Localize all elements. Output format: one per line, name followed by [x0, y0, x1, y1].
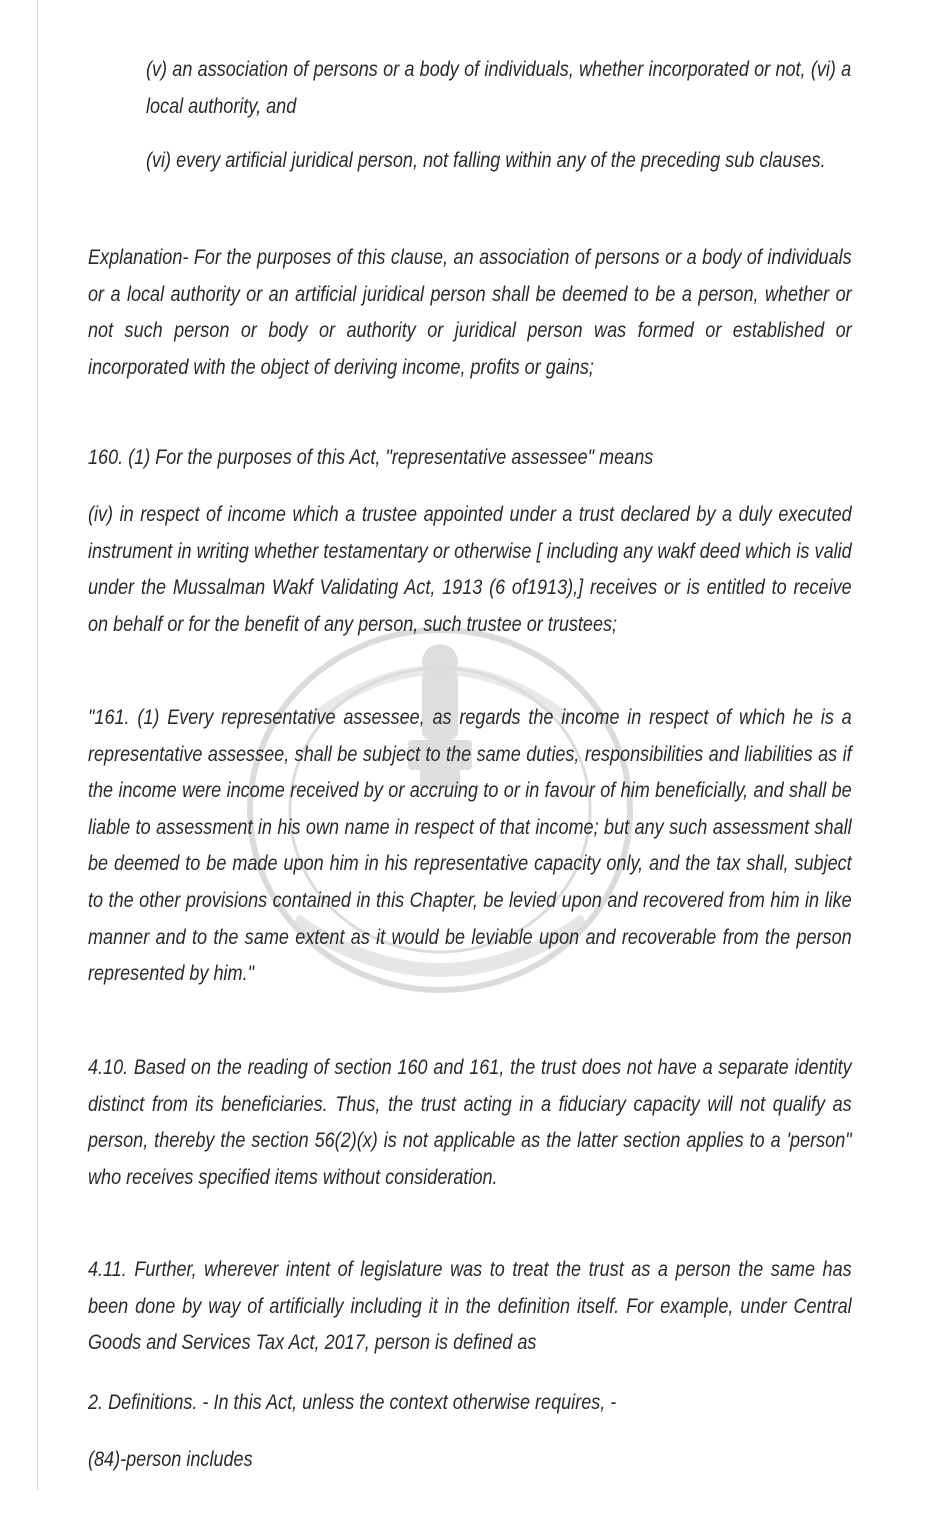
paragraph-4-11: 4.11. Further, wherever intent of legislature was to treat the trust as a person the same has been done by way of artificially including it in the definition itself. For example, under Central Goods and Services Tax Act, 2017, person is defined as — [88, 1258, 852, 1355]
clause-v-association: (v) an association of persons or a body of individuals, whether incorporated or not, (vi) a local authority, and — [146, 58, 852, 118]
person-includes-clause: (84)-person includes — [88, 1448, 253, 1471]
page-edge-line — [37, 0, 38, 1490]
clause-vi-artificial-person: (vi) every artificial juridical person, not falling within any of the preceding sub clauses. — [146, 149, 826, 172]
paragraph-4-10: 4.10. Based on the reading of section 160 and 161, the trust does not have a separate identity distinct from its beneficiaries. Thus, the trust acting in a fiduciary capacity will not qualify as person, thereby the section 56(2)(x) is not applicable as the latter section applies to a 'person" who receives specified items without consideration. — [88, 1056, 852, 1189]
section-160-intro: 160. (1) For the purposes of this Act, "representative assessee" means — [88, 446, 654, 469]
definitions-heading: 2. Definitions. - In this Act, unless the context otherwise requires, - — [88, 1391, 617, 1414]
section-160-clause-iv: (iv) in respect of income which a trustee appointed under a trust declared by a duly executed instrument in writing whether testamentary or otherwise [ including any wakf deed which is valid under the Mussalman Wakf Validating Act, 1913 (6 of1913),] receives or is entitled to receive on behalf or for the benefit of any person, such trustee or trustees; — [88, 503, 852, 636]
section-161-quote: "161. (1) Every representative assessee, as regards the income in respect of which he is a representative assessee, shall be subject to the same duties, responsibilities and liabilities as if the income were income received by or accruing to or in favour of him beneficially, and shall be liable to assessment in his own name in respect of that income; but any such assessment shall be deemed to be made upon him in his representative capacity only, and the tax shall, subject to the other provisions contained in this Chapter, be levied upon and recovered from him in like manner and to the same extent as it would be leviable upon and recoverable from the person represented by him." — [88, 706, 852, 986]
explanation-paragraph: Explanation- For the purposes of this clause, an association of persons or a body of individuals or a local authority or an artificial juridical person shall be deemed to be a person, whether or not such person or body or authority or juridical person was formed or established or incorporated with the object of deriving income, profits or gains; — [88, 246, 852, 379]
